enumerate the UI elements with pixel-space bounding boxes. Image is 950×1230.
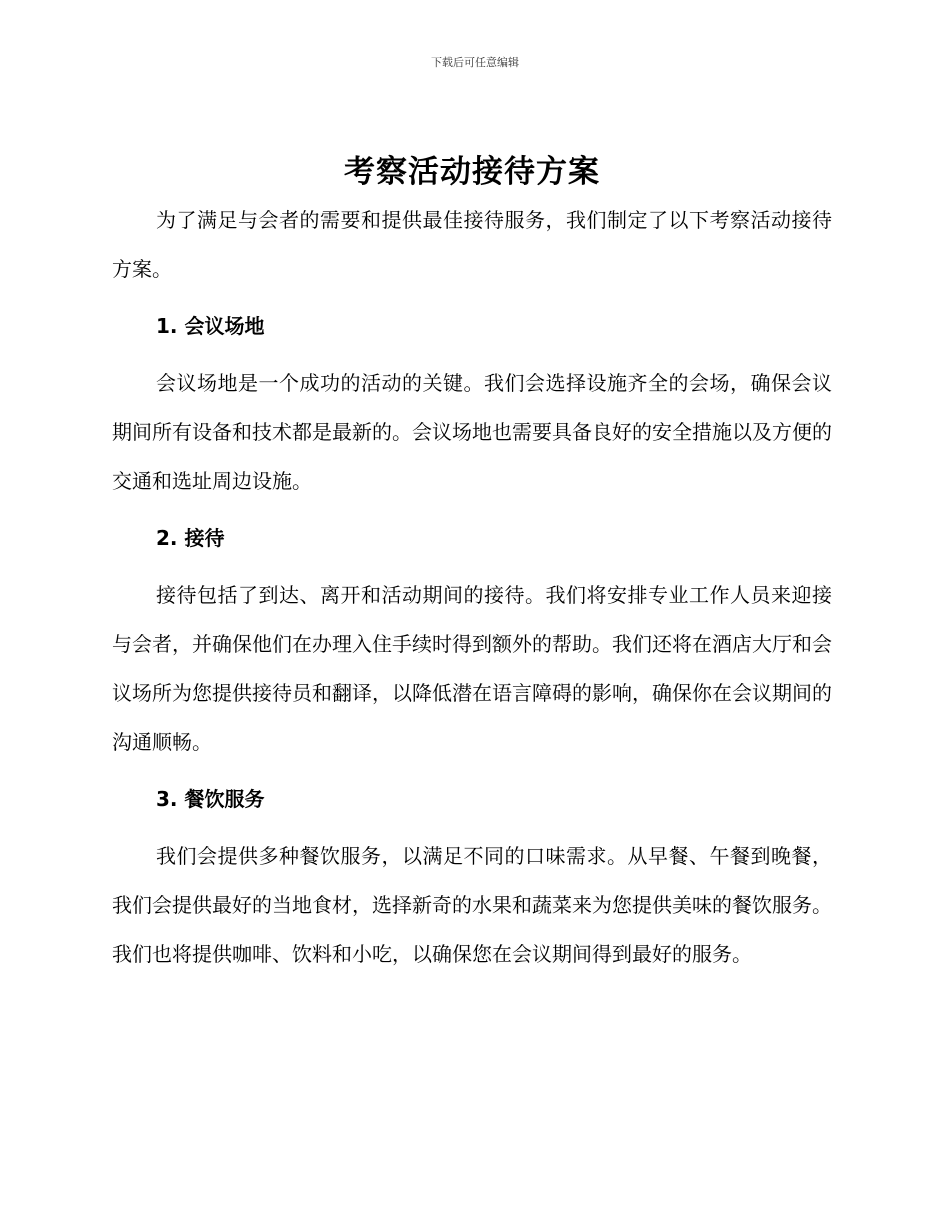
header-note: 下载后可任意编辑 [431,56,519,69]
section-heading-catering: 3. 餐饮服务 [156,787,265,811]
document-body [112,148,832,979]
section-body-catering: 我们会提供多种餐饮服务，以满足不同的口味需求。从早餐、午餐到晚餐，我们会提供最好的当地食材，选择新奇的水果和蔬菜来为您提供美味的餐饮服务。我们也将提供咖啡、饮料和小吃，以确保您在会议期间得到最好的服务。 [112,844,832,966]
section-heading-venue: 1. 会议场地 [156,314,265,338]
intro-paragraph: 为了满足与会者的需要和提供最佳接待服务，我们制定了以下考察活动接待方案。 [112,208,832,281]
section-heading-reception: 2. 接待 [156,526,225,550]
section-body-reception: 接待包括了到达、离开和活动期间的接待。我们将安排专业工作人员来迎接与会者，并确保他们在办理入住手续时得到额外的帮助。我们还将在酒店大厅和会议场所为您提供接待员和翻译，以降低潜在语言障碍的影响，确保你在会议期间的沟通顺畅。 [112,583,832,754]
section-body-venue: 会议场地是一个成功的活动的关键。我们会选择设施齐全的会场，确保会议期间所有设备和技术都是最新的。会议场地也需要具备良好的安全措施以及方便的交通和选址周边设施。 [112,371,832,493]
document-title: 考察活动接待方案 [344,154,600,190]
